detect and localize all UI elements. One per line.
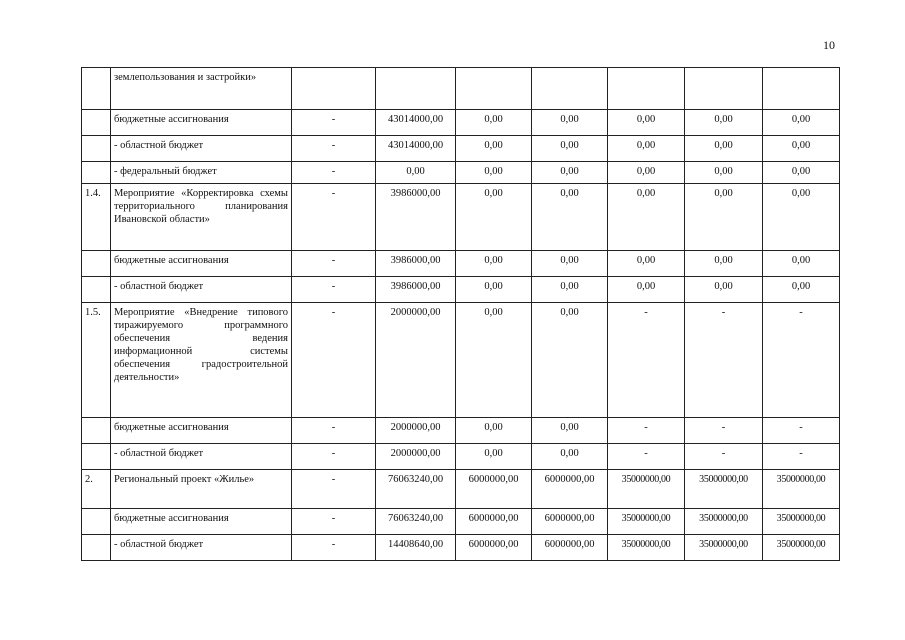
table-row (82, 251, 840, 277)
row-number-cell: 1.5. (82, 303, 111, 418)
row-number-cell (82, 162, 111, 184)
amount-col-cell: 43014000,00 (376, 110, 456, 136)
row-name-cell: бюджетные ассигнования (111, 251, 292, 277)
table-row (82, 136, 840, 162)
row-name-cell: Мероприятие «Внедрение типового тиражируемого программного обеспечения ведения информационной системы обеспечения градостроительной деятельности» (111, 303, 292, 418)
amount-col-cell: 76063240,00 (376, 509, 456, 535)
year-3-col-cell (608, 68, 685, 110)
year-3-col-cell: - (608, 418, 685, 444)
year-3-col-cell: - (608, 444, 685, 470)
table-row (82, 277, 840, 303)
year-5-col-cell: 0,00 (763, 136, 840, 162)
period-col-cell: - (292, 444, 376, 470)
table-row (82, 162, 840, 184)
year-2-col-cell: 0,00 (532, 251, 608, 277)
year-4-col-cell: - (685, 418, 763, 444)
year-3-col-cell: 0,00 (608, 251, 685, 277)
period-col-cell: - (292, 110, 376, 136)
year-4-col-cell: 0,00 (685, 184, 763, 251)
year-1-col-cell: 0,00 (456, 110, 532, 136)
year-5-col-cell: 0,00 (763, 277, 840, 303)
year-2-col-cell (532, 68, 608, 110)
row-name-cell: бюджетные ассигнования (111, 509, 292, 535)
year-2-col-cell: 0,00 (532, 444, 608, 470)
year-5-col-cell (763, 68, 840, 110)
row-number-cell (82, 277, 111, 303)
period-col-cell: - (292, 303, 376, 418)
year-5-col-cell: 0,00 (763, 184, 840, 251)
period-col-cell: - (292, 418, 376, 444)
period-col-cell: - (292, 535, 376, 561)
year-1-col-cell: 0,00 (456, 277, 532, 303)
year-3-col-cell: 0,00 (608, 110, 685, 136)
year-2-col-cell: 0,00 (532, 418, 608, 444)
year-4-col-cell: - (685, 303, 763, 418)
table-row (82, 184, 840, 251)
budget-table (81, 67, 840, 561)
amount-col-cell: 3986000,00 (376, 277, 456, 303)
row-number-cell (82, 444, 111, 470)
period-col-cell: - (292, 162, 376, 184)
row-name-cell: землепользования и застройки» (111, 68, 292, 110)
year-5-col-cell: 35000000,00 (763, 470, 840, 509)
table-body (82, 68, 840, 561)
row-number-cell (82, 110, 111, 136)
year-3-col-cell: 35000000,00 (608, 509, 685, 535)
year-5-col-cell: 0,00 (763, 110, 840, 136)
year-4-col-cell: 0,00 (685, 251, 763, 277)
table-row (82, 68, 840, 110)
row-name-cell: бюджетные ассигнования (111, 110, 292, 136)
year-2-col-cell: 0,00 (532, 184, 608, 251)
year-1-col-cell: 6000000,00 (456, 470, 532, 509)
year-4-col-cell: 35000000,00 (685, 535, 763, 561)
table-row (82, 303, 840, 418)
year-1-col-cell: 0,00 (456, 444, 532, 470)
year-3-col-cell: 35000000,00 (608, 470, 685, 509)
table-row (82, 444, 840, 470)
row-number-cell (82, 136, 111, 162)
year-4-col-cell: - (685, 444, 763, 470)
amount-col-cell (376, 68, 456, 110)
year-1-col-cell (456, 68, 532, 110)
year-3-col-cell: 0,00 (608, 162, 685, 184)
amount-col-cell: 3986000,00 (376, 251, 456, 277)
period-col-cell: - (292, 251, 376, 277)
period-col-cell: - (292, 184, 376, 251)
period-col-cell: - (292, 277, 376, 303)
row-name-cell: - областной бюджет (111, 277, 292, 303)
year-2-col-cell: 0,00 (532, 136, 608, 162)
year-4-col-cell: 35000000,00 (685, 509, 763, 535)
year-4-col-cell (685, 68, 763, 110)
row-number-cell (82, 535, 111, 561)
row-number-cell (82, 509, 111, 535)
year-1-col-cell: 0,00 (456, 136, 532, 162)
year-3-col-cell: 0,00 (608, 136, 685, 162)
year-1-col-cell: 0,00 (456, 162, 532, 184)
row-name-cell: - областной бюджет (111, 444, 292, 470)
year-2-col-cell: 0,00 (532, 277, 608, 303)
year-4-col-cell: 0,00 (685, 277, 763, 303)
year-3-col-cell: - (608, 303, 685, 418)
table-row (82, 110, 840, 136)
period-col-cell: - (292, 509, 376, 535)
table-row (82, 418, 840, 444)
year-2-col-cell: 6000000,00 (532, 509, 608, 535)
year-1-col-cell: 6000000,00 (456, 509, 532, 535)
amount-col-cell: 43014000,00 (376, 136, 456, 162)
row-name-cell: Региональный проект «Жилье» (111, 470, 292, 509)
year-5-col-cell: 0,00 (763, 162, 840, 184)
row-number-cell: 1.4. (82, 184, 111, 251)
year-5-col-cell: - (763, 418, 840, 444)
row-number-cell: 2. (82, 470, 111, 509)
row-name-cell: Мероприятие «Корректировка схемы территориального планирования Ивановской области» (111, 184, 292, 251)
year-2-col-cell: 0,00 (532, 162, 608, 184)
amount-col-cell: 2000000,00 (376, 303, 456, 418)
amount-col-cell: 0,00 (376, 162, 456, 184)
year-2-col-cell: 0,00 (532, 303, 608, 418)
table-row (82, 509, 840, 535)
amount-col-cell: 3986000,00 (376, 184, 456, 251)
row-number-cell (82, 418, 111, 444)
year-2-col-cell: 0,00 (532, 110, 608, 136)
row-number-cell (82, 251, 111, 277)
table-row (82, 535, 840, 561)
year-5-col-cell: - (763, 444, 840, 470)
period-col-cell (292, 68, 376, 110)
year-1-col-cell: 0,00 (456, 251, 532, 277)
period-col-cell: - (292, 136, 376, 162)
year-5-col-cell: - (763, 303, 840, 418)
year-4-col-cell: 0,00 (685, 162, 763, 184)
year-4-col-cell: 0,00 (685, 110, 763, 136)
year-1-col-cell: 0,00 (456, 303, 532, 418)
year-5-col-cell: 35000000,00 (763, 509, 840, 535)
amount-col-cell: 2000000,00 (376, 444, 456, 470)
row-name-cell: - областной бюджет (111, 535, 292, 561)
row-name-cell: - областной бюджет (111, 136, 292, 162)
row-name-cell: бюджетные ассигнования (111, 418, 292, 444)
amount-col-cell: 76063240,00 (376, 470, 456, 509)
year-2-col-cell: 6000000,00 (532, 470, 608, 509)
year-3-col-cell: 0,00 (608, 277, 685, 303)
amount-col-cell: 14408640,00 (376, 535, 456, 561)
year-4-col-cell: 0,00 (685, 136, 763, 162)
row-name-cell: - федеральный бюджет (111, 162, 292, 184)
amount-col-cell: 2000000,00 (376, 418, 456, 444)
year-1-col-cell: 6000000,00 (456, 535, 532, 561)
year-4-col-cell: 35000000,00 (685, 470, 763, 509)
year-5-col-cell: 0,00 (763, 251, 840, 277)
row-number-cell (82, 68, 111, 110)
period-col-cell: - (292, 470, 376, 509)
table-row (82, 470, 840, 509)
year-1-col-cell: 0,00 (456, 418, 532, 444)
year-3-col-cell: 35000000,00 (608, 535, 685, 561)
year-2-col-cell: 6000000,00 (532, 535, 608, 561)
year-1-col-cell: 0,00 (456, 184, 532, 251)
page-number: 10 (823, 38, 835, 52)
year-5-col-cell: 35000000,00 (763, 535, 840, 561)
year-3-col-cell: 0,00 (608, 184, 685, 251)
